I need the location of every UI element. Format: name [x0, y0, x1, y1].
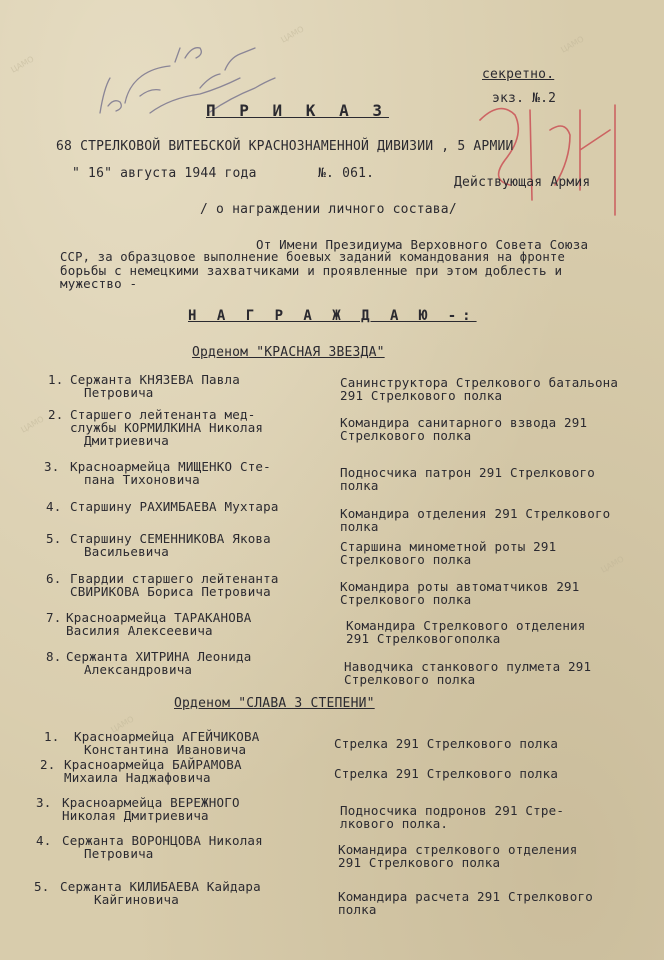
preamble-line: борьбы с немецкими захватчиками и проявленные при этом доблесть и: [60, 263, 563, 278]
entry-name: Сержанта ХИТРИНА Леонида: [66, 649, 252, 664]
order-title-glory: Орденом "СЛАВА 3 СТЕПЕНИ": [174, 696, 375, 711]
unit-name: 68 СТРЕЛКОВОЙ ВИТЕБСКОЙ КРАСНОЗНАМЕННОЙ ДИВИЗИИ , 5 АРМИИ: [56, 139, 514, 154]
entry-position: Стрелкового полка: [340, 428, 472, 443]
watermark: ЦАМО: [599, 554, 626, 575]
entry-name: Михаила Наджафовича: [64, 770, 211, 785]
entry-name: Сержанта КНЯЗЕВА Павла: [70, 372, 240, 387]
preamble-line: От Имени Президиума Верховного Совета Союза: [256, 237, 589, 252]
entry-position: Командира роты автоматчиков 291: [340, 579, 580, 594]
entry-name: Красноармейца ВЕРЕЖНОГО: [62, 795, 240, 810]
order-subject: / о награждении личного состава/: [200, 202, 457, 217]
entry-number: 5.: [34, 879, 50, 894]
entry-number: 5.: [46, 531, 62, 546]
entry-position: полка: [338, 902, 377, 917]
watermark: ЦАМО: [19, 414, 46, 435]
entry-name: Петровича: [84, 846, 154, 861]
entry-name: Дмитриевича: [84, 433, 169, 448]
entry-position: Стрелкового полка: [340, 552, 472, 567]
entry-number: 1.: [44, 729, 60, 744]
entry-number: 3.: [36, 795, 52, 810]
entry-name: СВИРИКОВА Бориса Петровича: [70, 584, 271, 599]
entry-name: Петровича: [84, 385, 154, 400]
entry-number: 3.: [44, 459, 60, 474]
entry-name: пана Тихоновича: [84, 472, 200, 487]
entry-name: Александровича: [84, 662, 193, 677]
entry-position: Командира санитарного взвода 291: [340, 415, 588, 430]
entry-name: Старшину СЕМЕННИКОВА Якова: [70, 531, 271, 546]
order-title-red-star: Орденом "КРАСНАЯ ЗВЕЗДА": [192, 345, 385, 360]
entry-name: Николая Дмитриевича: [62, 808, 209, 823]
entry-position: 291 Стрелкового полка: [340, 388, 503, 403]
entry-position: Стрелкового полка: [344, 672, 476, 687]
award-heading: Н А Г Р А Ж Д А Ю -:: [188, 308, 477, 324]
entry-name: Старшину РАХИМБАЕВА Мухтара: [70, 499, 279, 514]
entry-position: Стрелка 291 Стрелкового полка: [334, 736, 559, 751]
entry-number: 6.: [46, 571, 62, 586]
entry-position: 291 Стрелкового полка: [338, 855, 501, 870]
watermark: ЦАМО: [279, 24, 306, 45]
entry-position: Командира стрелкового отделения: [338, 842, 578, 857]
document-title: П Р И К А З: [206, 101, 389, 120]
army-label: Действующая Армия: [454, 175, 591, 190]
entry-number: 7.: [46, 610, 62, 625]
entry-number: 4.: [36, 833, 52, 848]
entry-number: 1.: [48, 372, 64, 387]
watermark: ЦАМО: [559, 34, 586, 55]
entry-name: Красноармейца МИЩЕНКО Сте-: [70, 459, 271, 474]
entry-name: Сержанта КИЛИБАЕВА Кайдара: [60, 879, 261, 894]
entry-name: Константина Ивановича: [84, 742, 247, 757]
entry-name: Василия Алексеевича: [66, 623, 213, 638]
entry-name: Кайгиновича: [94, 892, 179, 907]
entry-position: Подносчика подронов 291 Стре-: [340, 803, 565, 818]
entry-position: Старшина минометной роты 291: [340, 539, 557, 554]
entry-position: полка: [340, 519, 379, 534]
entry-number: 2.: [40, 757, 56, 772]
entry-name: Гвардии старшего лейтенанта: [70, 571, 279, 586]
entry-position: Подносчика патрон 291 Стрелкового: [340, 465, 595, 480]
entry-position: лкового полка.: [340, 816, 449, 831]
entry-position: Наводчика станкового пулмета 291: [344, 659, 592, 674]
entry-name: службы КОРМИЛКИНА Николая: [70, 420, 264, 435]
entry-name: Сержанта ВОРОНЦОВА Николая: [62, 833, 263, 848]
entry-position: Командира отделения 291 Стрелкового: [340, 506, 611, 521]
preamble-line: мужество -: [60, 276, 138, 291]
entry-position: Командира расчета 291 Стрелкового: [338, 889, 593, 904]
entry-number: 2.: [48, 407, 64, 422]
classification-mark: секретно.: [482, 67, 555, 82]
order-date: " 16" августа 1944 года: [72, 166, 257, 181]
entry-position: полка: [340, 478, 379, 493]
entry-position: Стрелка 291 Стрелкового полка: [334, 766, 559, 781]
entry-name: Красноармейца ТАРАКАНОВА: [66, 610, 252, 625]
entry-name: Старшего лейтенанта мед-: [70, 407, 256, 422]
entry-position: 291 Стрелковогополка: [346, 631, 501, 646]
preamble-line: ССР, за образцовое выполнение боевых заданий командования на фронте: [60, 250, 566, 264]
entry-name: Васильевича: [84, 544, 169, 559]
watermark: ЦАМО: [109, 714, 136, 735]
watermark: ЦАМО: [9, 54, 36, 75]
order-number: №. 061.: [318, 166, 375, 181]
entry-position: Санинструктора Стрелкового батальона: [340, 375, 619, 390]
entry-number: 8.: [46, 649, 62, 664]
entry-number: 4.: [46, 499, 62, 514]
entry-position: Стрелкового полка: [340, 592, 472, 607]
entry-position: Командира Стрелкового отделения: [346, 618, 586, 633]
entry-name: Красноармейца БАЙРАМОВА: [64, 757, 242, 772]
entry-name: Красноармейца АГЕЙЧИКОВА: [74, 729, 260, 744]
red-pencil-number: [470, 90, 640, 220]
copy-number: экз. №.2: [492, 91, 557, 106]
